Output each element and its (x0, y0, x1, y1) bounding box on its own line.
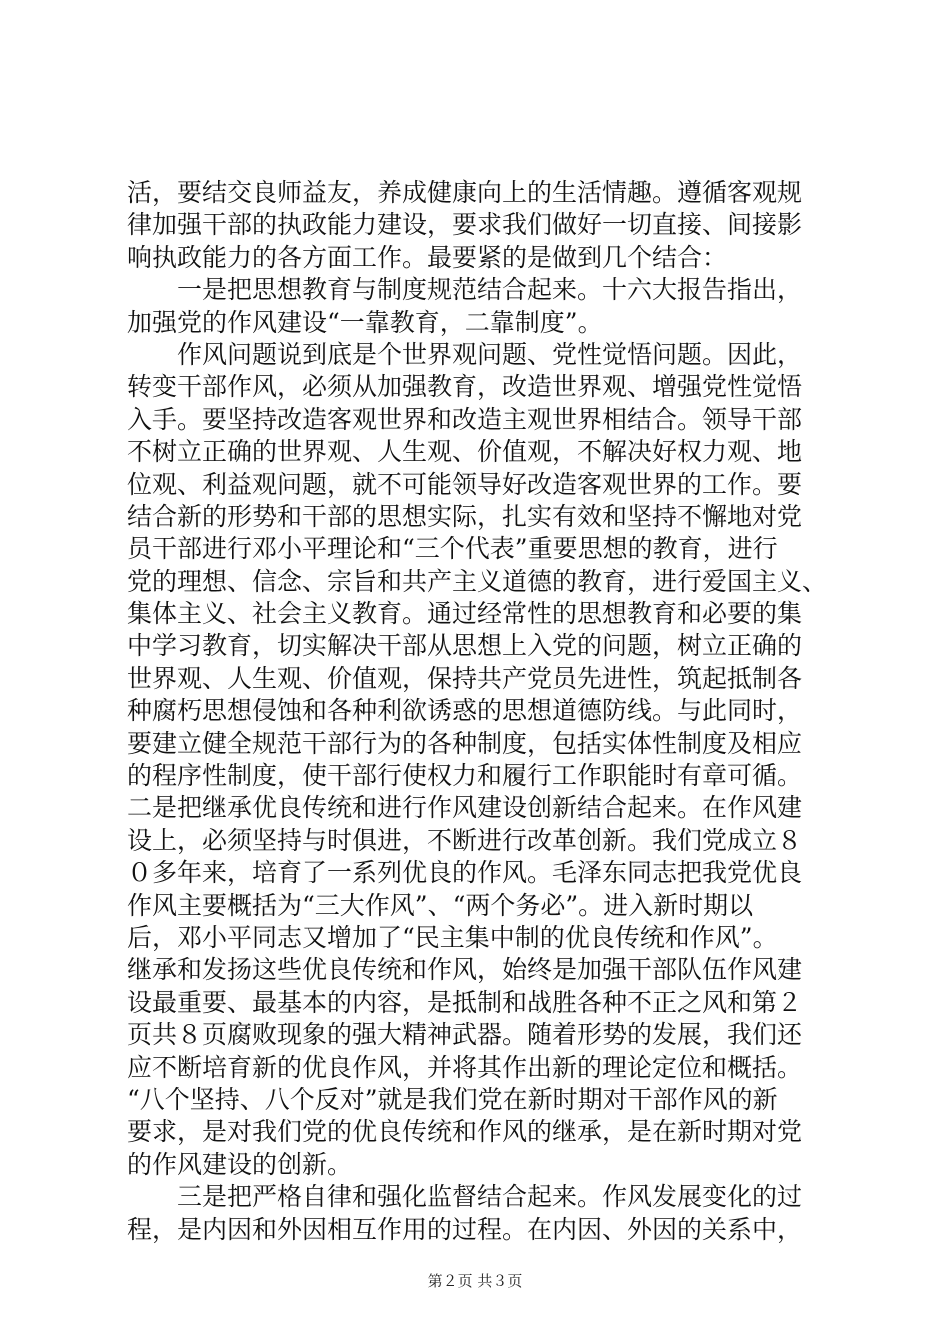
text-line: 结合新的形势和干部的思想实际，扎实有效和坚持不懈地对党 (127, 501, 803, 531)
text-line: 三是把严格自律和强化监督结合起来。作风发展变化的过 (177, 1182, 803, 1212)
text-line: 世界观、人生观、价值观，保持共产党员先进性，筑起抵制各 (127, 663, 803, 693)
text-line: 作风问题说到底是个世界观问题、党性觉悟问题。因此， (177, 339, 803, 369)
text-line: 后，邓小平同志又增加了“民主集中制的优良传统和作风”。 (127, 922, 778, 952)
text-line: 中学习教育，切实解决干部从思想上入党的问题，树立正确的 (127, 631, 803, 661)
text-line: 程，是内因和外因相互作用的过程。在内因、外因的关系中， (127, 1214, 803, 1244)
text-line: ０多年来，培育了一系列优良的作风。毛泽东同志把我党优良 (127, 858, 803, 888)
text-line: 二是把继承优良传统和进行作风建设创新结合起来。在作风建 (127, 793, 803, 823)
text-line: 位观、利益观问题，就不可能领导好改造客观世界的工作。要 (127, 469, 803, 499)
text-line: 要求，是对我们党的优良传统和作风的继承，是在新时期对党 (127, 1117, 803, 1147)
text-line: 律加强干部的执政能力建设，要求我们做好一切直接、间接影 (127, 210, 803, 240)
text-line: 党的理想、信念、宗旨和共产主义道德的教育，进行爱国主义、 (127, 566, 828, 596)
text-line: 响执政能力的各方面工作。最要紧的是做到几个结合： (127, 242, 728, 272)
document-body (127, 177, 857, 1246)
text-line: 要建立健全规范干部行为的各种制度，包括实体性制度及相应 (127, 728, 803, 758)
text-line: 入手。要坚持改造客观世界和改造主观世界相结合。领导干部 (127, 404, 803, 434)
text-line: 转变干部作风，必须从加强教育，改造世界观、增强党性觉悟 (127, 372, 803, 402)
page-footer: 第２页 共３页 (427, 1272, 523, 1290)
text-line: 设上，必须坚持与时俱进，不断进行改革创新。我们党成立８ (127, 825, 803, 855)
text-line: “八个坚持、八个反对”就是我们党在新时期对干部作风的新 (127, 1084, 778, 1114)
text-line: 继承和发扬这些优良传统和作风，始终是加强干部队伍作风建 (127, 955, 803, 985)
text-line: 活，要结交良师益友，养成健康向上的生活情趣。遵循客观规 (127, 178, 803, 207)
text-line: 不树立正确的世界观、人生观、价值观，不解决好权力观、地 (127, 437, 803, 467)
text-line: 加强党的作风建设“一靠教育，二靠制度”。 (127, 307, 603, 337)
text-line: 一是把思想教育与制度规范结合起来。十六大报告指出， (177, 275, 803, 305)
text-line: 种腐朽思想侵蚀和各种利欲诱惑的思想道德防线。与此同时， (127, 696, 803, 726)
text-line: 集体主义、社会主义教育。通过经常性的思想教育和必要的集 (127, 599, 803, 629)
text-line: 页共８页腐败现象的强大精神武器。随着形势的发展，我们还 (127, 1020, 803, 1050)
text-line: 的作风建设的创新。 (127, 1149, 353, 1179)
text-line: 作风主要概括为“三大作风”、“两个务必”。进入新时期以 (127, 890, 754, 920)
text-line: 设最重要、最基本的内容，是抵制和战胜各种不正之风和第２ (127, 987, 803, 1017)
text-line: 应不断培育新的优良作风，并将其作出新的理论定位和概括。 (127, 1052, 803, 1082)
text-line: 员干部进行邓小平理论和“三个代表”重要思想的教育，进行 (127, 534, 778, 564)
text-line: 的程序性制度，使干部行使权力和履行工作职能时有章可循。 (127, 761, 803, 791)
